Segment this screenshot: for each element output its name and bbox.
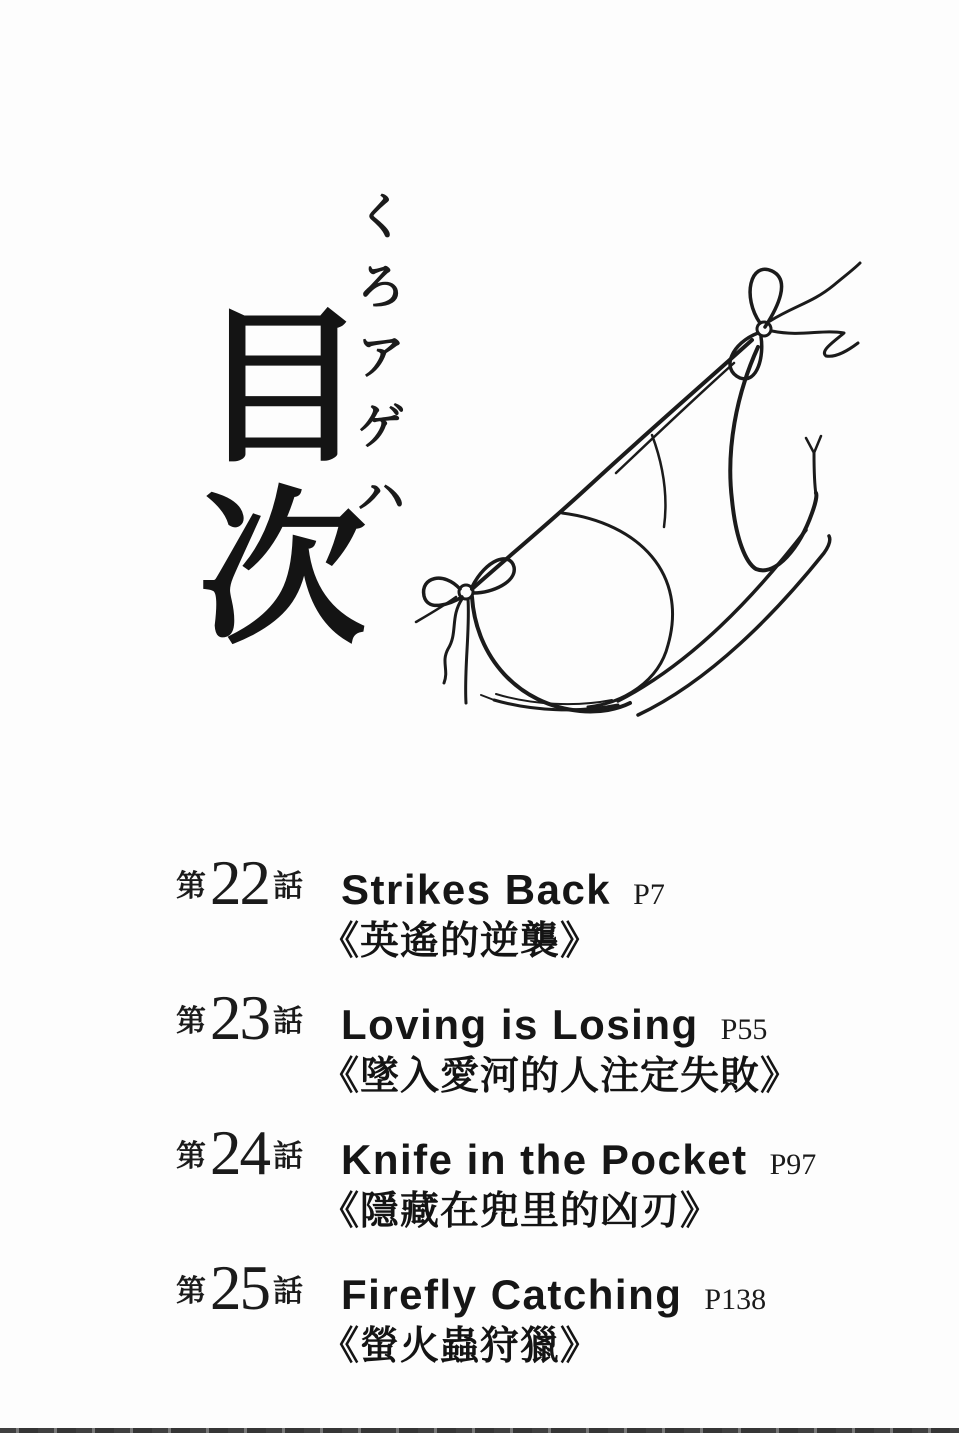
chapter-prefix: 第 — [176, 1140, 206, 1173]
chapter-prefix: 第 — [176, 1005, 206, 1038]
chapter-heading — [176, 848, 896, 918]
chapter-title: Strikes Back — [341, 866, 612, 913]
series-title-vertical: くろアゲハ — [349, 190, 405, 540]
chapter-prefix: 第 — [176, 1275, 206, 1308]
chapter-suffix: 話 — [273, 1140, 303, 1173]
toc-entry — [176, 1253, 896, 1369]
chapter-suffix: 話 — [273, 1005, 303, 1038]
cloth-bundle-drawing — [402, 245, 872, 735]
cloth-bundle-illustration — [402, 245, 872, 735]
chapter-suffix: 話 — [273, 870, 303, 903]
chapter-number: 24 — [210, 1118, 269, 1188]
chapter-page-number: P97 — [769, 1148, 817, 1181]
chapter-suffix: 話 — [273, 1275, 303, 1308]
chapter-subtitle: 《墜入愛河的人注定失敗》 — [320, 1055, 801, 1098]
chapter-page-number: P138 — [704, 1283, 767, 1316]
chapter-page-number: P55 — [720, 1013, 768, 1046]
chapter-heading — [176, 983, 896, 1053]
chapter-title: Knife in the Pocket — [341, 1136, 748, 1183]
chapter-prefix: 第 — [176, 870, 206, 903]
toc-entry — [176, 983, 896, 1099]
chapter-page-number: P7 — [633, 878, 665, 911]
page-title-vertical: 目次 — [174, 298, 360, 662]
chapter-number: 25 — [210, 1253, 269, 1323]
chapter-subtitle: 《隱藏在兜里的凶刃》 — [320, 1190, 721, 1233]
chapter-heading — [176, 1118, 896, 1188]
toc-entry — [176, 848, 896, 964]
toc-entry — [176, 1118, 896, 1234]
chapter-subtitle: 《英遙的逆襲》 — [320, 920, 601, 963]
scan-edge-artifact — [0, 1428, 959, 1433]
chapter-title: Firefly Catching — [341, 1271, 683, 1318]
chapter-subtitle: 《螢火蟲狩獵》 — [320, 1325, 601, 1368]
chapter-heading — [176, 1253, 896, 1323]
chapter-number: 23 — [210, 983, 269, 1053]
chapter-title: Loving is Losing — [341, 1001, 699, 1048]
chapter-number: 22 — [210, 848, 269, 918]
